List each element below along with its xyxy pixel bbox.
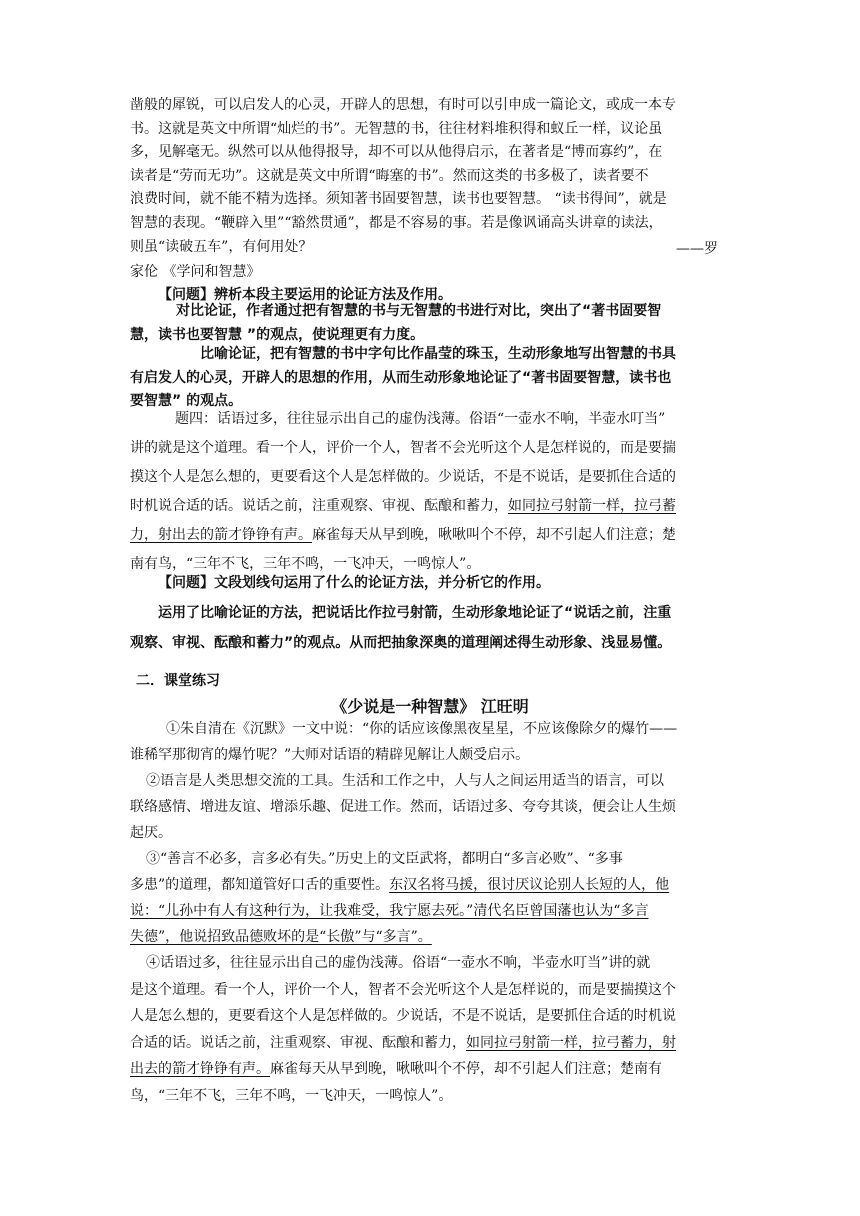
plain-text: 时机说合适的话。说话之前，注重观察、审视、酝酿和蓄力， (130, 498, 508, 514)
text-line: 读者是“劳而无功”。这就是英文中所谓“晦塞的书”。然而这类的书多极了，读者要不 (130, 167, 649, 184)
text-line: 联络感情、增进友谊、增添乐趣、促进工作。然而，话语过多、夸夸其谈，便会让人生烦 (130, 799, 676, 815)
text-line: ②语言是人类思想交流的工具。生活和工作之中，人与人之间运用适当的语言，可以 (146, 773, 664, 789)
text-line: 南有鸟，“三年不飞，三年不鸣，一飞冲天，一鸣惊人”。 (130, 556, 481, 572)
paragraph-3 (130, 846, 730, 950)
text-line (130, 1030, 730, 1057)
text-line (130, 872, 730, 898)
underlined-sentence: 说：“儿孙中有人有这种行为，让我难受，我宁愿去死。”清代名臣曾国藩也认为“多言 (130, 903, 649, 919)
paragraph-4 (130, 950, 730, 1109)
question-2: 【问题】文段划线句运用了什么的论证方法，并分析它的作用。 (158, 575, 550, 591)
text-line (130, 898, 730, 924)
text-line: 谁稀罕那彻宵的爆竹呢？”大师对话语的精辟见解让人颇受启示。 (130, 747, 530, 763)
plain-text: 多患”的道理，都知道管好口舌的重要性。 (130, 877, 390, 893)
text-line (130, 521, 730, 550)
answer-2 (130, 598, 730, 658)
text-line (130, 492, 730, 521)
underlined-sentence: 东汉名将马援，很讨厌议论别人长短的人，他 (389, 877, 670, 893)
text-line: 有启发人的心灵，开辟人的思想的作用，从而生动形象地论证了“著书固要智慧，读书也 (130, 369, 672, 386)
attribution-dash: ——罗 (676, 241, 718, 257)
text-line: 题四：话语过多，往往显示出自己的虚伪浅薄。俗语“一壶水不响，半壶水叮当” (175, 411, 666, 427)
paragraph-2 (130, 768, 730, 846)
text-line: 起厌。 (130, 825, 172, 841)
text-line: 书。这就是英文中所谓“灿烂的书”。无智慧的书，往往材料堆积得和蚁丘一样，议论虽 (130, 120, 663, 137)
underlined-sentence: 如同拉弓射箭一样，拉弓蓄力，射 (466, 1034, 676, 1051)
answer-metaphor (130, 343, 730, 414)
text-line: 慧，读书也要智慧 ”的观点，使说理更有力度。 (130, 326, 425, 343)
question-1: 【问题】辨析本段主要运用的论证方法及作用。 (158, 287, 452, 303)
text-line: 是这个道理。看一个人，评价一个人，智者不会光听这个人是怎样说的，而是要揣摸这个 (130, 981, 676, 998)
text-line: 观察、审视、酝酿和蓄力”的观点。从而把抽象深奥的道理阐述得生动形象、浅显易懂。 (130, 635, 672, 651)
underlined-sentence: 力，射出去的箭才铮铮有声。 (130, 527, 312, 543)
paragraph-1 (130, 716, 730, 768)
text-line: 讲的就是这个道理。看一个人，评价一个人，智者不会光听这个人是怎样说的，而是要揣 (130, 440, 676, 456)
text-line: 摸这个人是怎么想的，更要看这个人是怎样做的。少说话，不是不说话，是要抓住合适的 (130, 469, 676, 485)
text-line: 凿般的犀锐，可以启发人的心灵，开辟人的思想，有时可以引申成一篇论文，或成一本专 (130, 97, 676, 113)
text-line: 鸟，“三年不飞，三年不鸣，一飞冲天，一鸣惊人”。 (130, 1087, 453, 1104)
underlined-sentence: 失德”，他说招致品德败坏的是“长傲”与“多言”。 (130, 929, 432, 945)
answer-contrast (130, 300, 730, 347)
underlined-sentence: 出去的箭才铮铮有声。 (130, 1061, 270, 1077)
plain-text: 麻雀每天从早到晚，啾啾叫个不停，却不引起人们注意；楚南有 (270, 1061, 662, 1077)
text-line: ③“善言不必多，言多必有失。”历史上的文臣武将，都明白“多言必败”、“多事 (146, 851, 623, 867)
text-line: 运用了比喻论证的方法，把说话比作拉弓射箭，生动形象地论证了“说话之前，注重 (158, 605, 672, 621)
text-line: ④话语过多，往往显示出自己的虚伪浅薄。俗语“一壶水不响，半壶水叮当”讲的就 (146, 955, 651, 971)
underlined-sentence: 如同拉弓射箭一样，拉弓蓄 (508, 498, 676, 514)
passage-luojialun (130, 94, 730, 259)
text-line: 对比论证，作者通过把有智慧的书与无智慧的书进行对比，突出了“著书固要智 (176, 303, 662, 319)
text-line: 智慧的表现。“鞭辟入里”“豁然贯通”，都是不容易的事。若是像讽诵高头讲章的读法， (130, 214, 663, 231)
text-line (130, 924, 730, 950)
text-line: ①朱自清在《沉默》一文中说：“你的话应该像黑夜星星，不应该像除夕的爆竹—— (166, 721, 678, 737)
text-line: 浪费时间，就不能不精为选择。须知著书固要智慧，读书也要智慧。 “读书得间”，就是 (130, 191, 667, 208)
text-line: 要智慧” 的观点。 (130, 393, 243, 410)
text-line (130, 1056, 730, 1083)
plain-text: 合适的话。说话之前，注重观察、审视、酝酿和蓄力， (130, 1034, 466, 1051)
attribution-source: 家伦 《学问和智慧》 (130, 264, 261, 280)
text-line: 比喻论证，把有智慧的书中字句比作晶莹的珠玉，生动形象地写出智慧的书具 (200, 346, 676, 362)
text-line: 人是怎么想的，更要看这个人是怎样做的。少说话，不是不说话，是要抓住合适的时机说 (130, 1008, 676, 1024)
topic-4-passage (130, 405, 730, 579)
article-title: 《少说是一种智慧》 江旺明 (331, 697, 529, 716)
plain-text: 麻雀每天从早到晚，啾啾叫个不停，却不引起人们注意；楚 (312, 527, 676, 543)
section-heading: 二．课堂练习 (136, 673, 220, 689)
text-line: 则虽“读破五车”，有何用处？ (130, 238, 313, 255)
text-line: 多，见解毫无。纵然可以从他得报导，却不可以从他得启示，在著者是“博而寡约”，在 (130, 144, 663, 161)
